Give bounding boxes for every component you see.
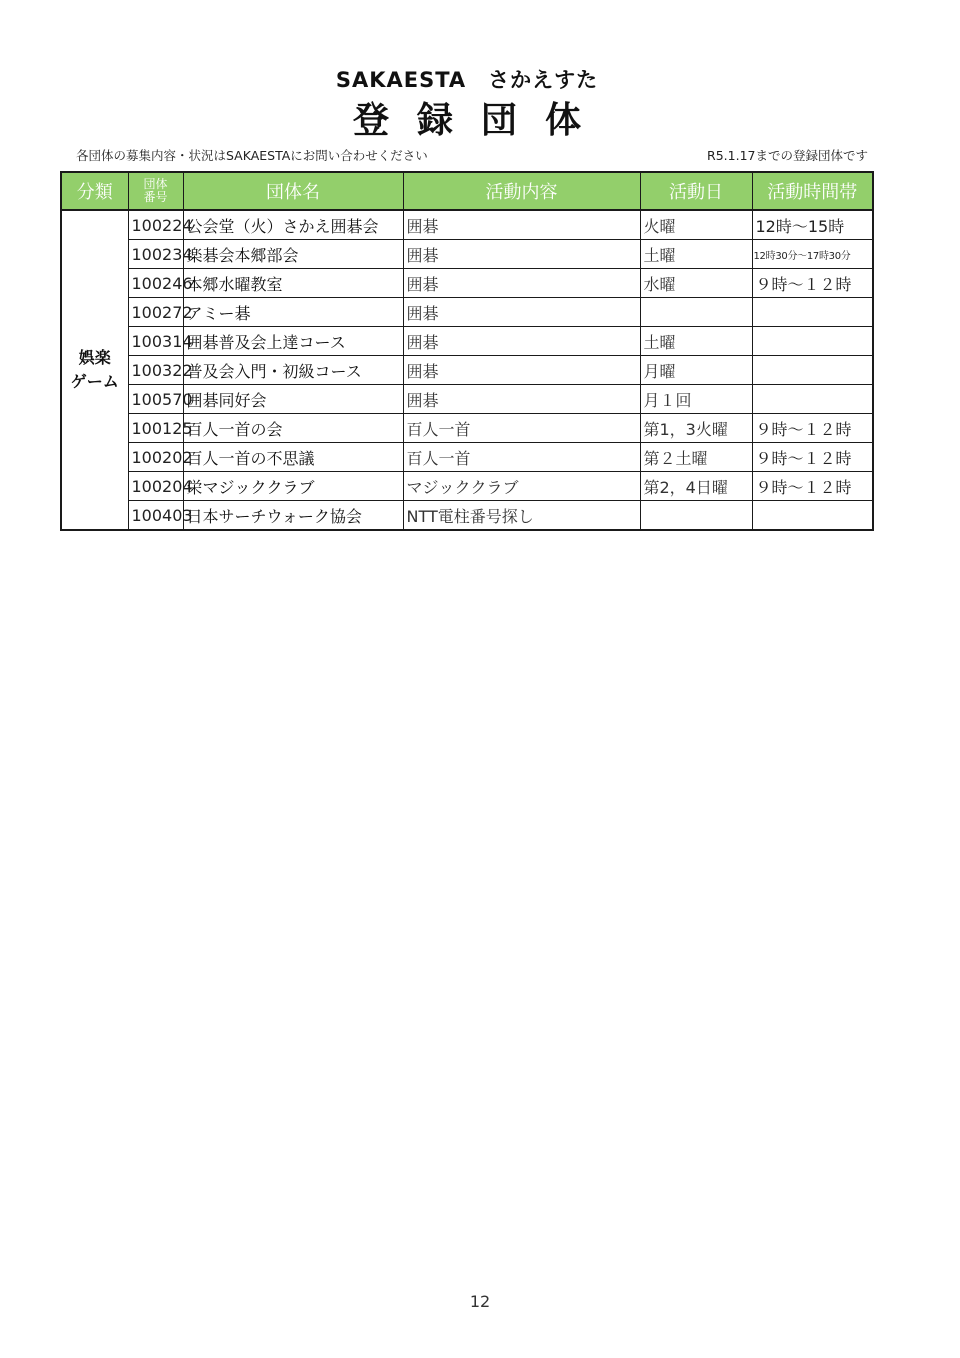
- group-number: 100234: [128, 240, 183, 269]
- page-title: 登録団体: [352, 100, 609, 141]
- activity-day: 第2，4日曜: [640, 472, 752, 501]
- group-name: 栄マジッククラブ: [183, 472, 403, 501]
- table-row: [61, 210, 873, 240]
- activity-day: 月１回: [640, 385, 752, 414]
- group-name: 本郷水曜教室: [183, 269, 403, 298]
- table-row: [61, 327, 873, 356]
- page-number: 12: [469, 1292, 491, 1311]
- activity-content: 囲碁: [403, 269, 640, 298]
- activity-time: 12時30分～17時30分: [752, 240, 873, 269]
- activity-day: 土曜: [640, 240, 752, 269]
- group-number: 100224: [128, 210, 183, 240]
- activity-content: 囲碁: [403, 356, 640, 385]
- activity-time: [752, 327, 873, 356]
- activity-time: ９時～１２時: [752, 443, 873, 472]
- activity-content: 囲碁: [403, 240, 640, 269]
- activity-content: 囲碁: [403, 298, 640, 327]
- table-row: [61, 356, 873, 385]
- category-line1: 娯楽: [78, 348, 111, 367]
- header-number-line1: 団体: [143, 177, 168, 191]
- groups-table: [60, 171, 874, 531]
- table-row: [61, 472, 873, 501]
- activity-day: 水曜: [640, 269, 752, 298]
- table-row: [61, 501, 873, 531]
- header-name: 団体名: [183, 172, 403, 210]
- header-row: [61, 172, 873, 210]
- activity-content: 囲碁: [403, 327, 640, 356]
- table-row: [61, 414, 873, 443]
- group-name: 百人一首の会: [183, 414, 403, 443]
- activity-time: [752, 501, 873, 531]
- group-number: 100322: [128, 356, 183, 385]
- group-name: 楽碁会本郷部会: [183, 240, 403, 269]
- group-number: 100403: [128, 501, 183, 531]
- activity-content: NTT電柱番号探し: [403, 501, 640, 531]
- group-name: 日本サーチウォーク協会: [183, 501, 403, 531]
- header-time: 活動時間帯: [752, 172, 873, 210]
- group-number: 100125: [128, 414, 183, 443]
- table-row: [61, 385, 873, 414]
- group-name: 普及会入門・初級コース: [183, 356, 403, 385]
- group-name: 囲碁同好会: [183, 385, 403, 414]
- activity-content: 百人一首: [403, 443, 640, 472]
- date-note: R5.1.17までの登録団体です: [707, 148, 868, 163]
- group-number: 100272: [128, 298, 183, 327]
- activity-content: マジッククラブ: [403, 472, 640, 501]
- activity-day: 第1，3火曜: [640, 414, 752, 443]
- activity-time: ９時～１２時: [752, 414, 873, 443]
- category-line2: ゲーム: [70, 372, 119, 391]
- activity-content: 百人一首: [403, 414, 640, 443]
- activity-day: [640, 298, 752, 327]
- group-number: 100570: [128, 385, 183, 414]
- category-cell: [61, 210, 128, 530]
- activity-day: 第２土曜: [640, 443, 752, 472]
- table-row: [61, 298, 873, 327]
- group-name: アミー碁: [183, 298, 403, 327]
- activity-time: [752, 385, 873, 414]
- group-number: 100246: [128, 269, 183, 298]
- activity-day: 土曜: [640, 327, 752, 356]
- activity-content: 囲碁: [403, 210, 640, 240]
- group-number: 100314: [128, 327, 183, 356]
- title-en: SAKAESTA さかえすた: [335, 68, 599, 92]
- group-number: 100204: [128, 472, 183, 501]
- group-number: 100202: [128, 443, 183, 472]
- activity-time: ９時～１２時: [752, 269, 873, 298]
- activity-day: [640, 501, 752, 531]
- inquiry-note: 各団体の募集内容・状況はSAKAESTAにお問い合わせください: [76, 148, 428, 163]
- group-name: 囲碁普及会上達コース: [183, 327, 403, 356]
- activity-time: ９時～１２時: [752, 472, 873, 501]
- table-row: [61, 443, 873, 472]
- header-content: 活動内容: [403, 172, 640, 210]
- group-name: 百人一首の不思議: [183, 443, 403, 472]
- activity-day: 月曜: [640, 356, 752, 385]
- activity-time: [752, 356, 873, 385]
- activity-time: [752, 298, 873, 327]
- group-name: 公会堂（火）さかえ囲碁会: [183, 210, 403, 240]
- header-category: 分類: [61, 172, 128, 210]
- header-day: 活動日: [640, 172, 752, 210]
- activity-time: 12時～15時: [752, 210, 873, 240]
- table-row: [61, 269, 873, 298]
- header-number-line2: 番号: [143, 190, 168, 204]
- header-number: [128, 172, 183, 210]
- activity-day: 火曜: [640, 210, 752, 240]
- activity-content: 囲碁: [403, 385, 640, 414]
- table-row: [61, 240, 873, 269]
